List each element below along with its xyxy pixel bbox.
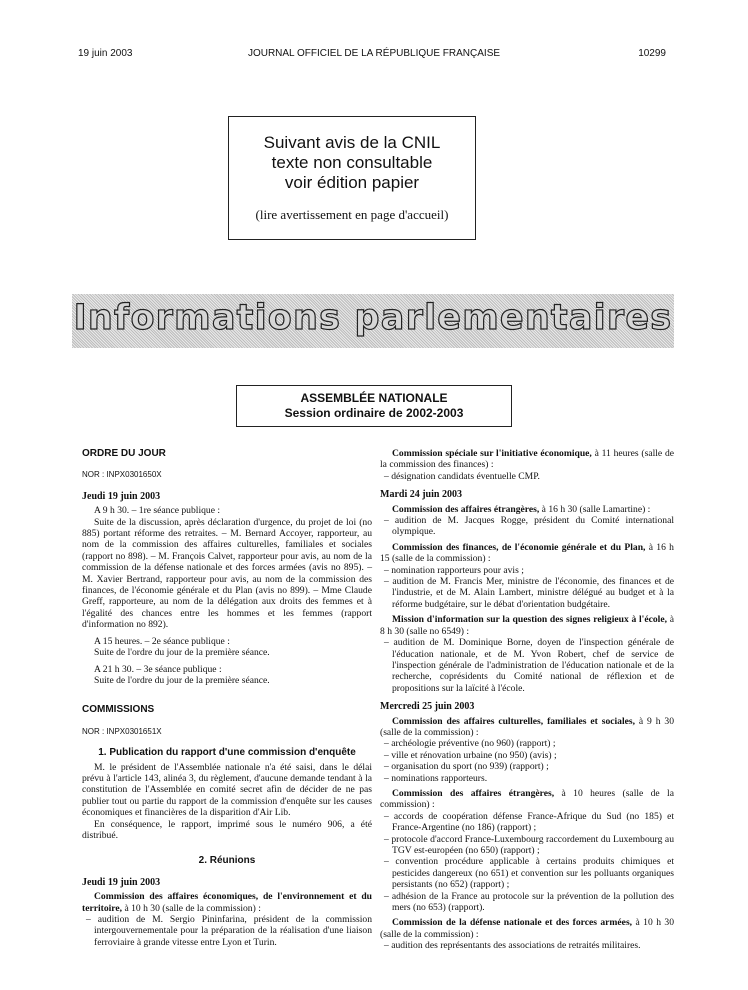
day-mercredi: Mercredi 25 juin 2003 bbox=[380, 701, 475, 713]
cnil-notice-box bbox=[228, 116, 476, 240]
mis-commission bbox=[380, 614, 674, 637]
etr2-commission-title: Commission des affaires étrangères, bbox=[392, 787, 555, 799]
etr2-item-2: – protocole d'accord France-Luxembourg raccordement du Luxembourg au TGV est-européen (no 650) (rapport) ; bbox=[384, 833, 674, 856]
cul-commission-title: Commission des affaires culturelles, familiales et sociales, bbox=[392, 715, 636, 727]
fin-commission bbox=[380, 542, 674, 565]
assembly-session: Session ordinaire de 2002-2003 bbox=[284, 406, 464, 420]
reunions-day: Jeudi 19 juin 2003 bbox=[82, 876, 161, 888]
section-banner bbox=[72, 294, 674, 348]
spe-item: – désignation candidats éventuelle CMP. bbox=[384, 470, 540, 482]
def-commission-title: Commission de la défense nationale et des forces armées, bbox=[392, 917, 633, 929]
cul-commission-time: à 9 h 30 (salle de la commission) : bbox=[380, 715, 674, 738]
spe-commission-time: à 11 heures (salle de la commission des finances) : bbox=[380, 448, 675, 471]
mis-item: – audition de M. Dominique Borne, doyen de l'inspection générale de l'éducation nationale, et de M. Yvon Robert, chef de service de l'inspection générale de l'administration de l'éducation nationale et de la recherche, coprésidents du Comité national de réflexion et de propositions sur la laïcité à l'école. bbox=[384, 637, 674, 694]
seance-1-text: Suite de la discussion, après déclaration d'urgence, du projet de loi (no 885) portant réforme des retraites. – M. Bernard Accoyer, rapporteur, au nom de la commission des affaires culturelles, familiales et sociales (rapport no 898). – M. François Calvet, rapporteur pour avis, au nom de la commission de la défense nationale et des forces armées (avis no 895). – M. Xavier Bertrand, rapporteur pour avis, au nom de la commission des finances, de l'économie générale et du Plan (avis no 899). – Mme Claude Greff, rapporteure, au nom de la délégation aux droits des femmes et à l'égalité des chances entre les hommes et les femmes (rapport d'information no 892). bbox=[82, 516, 372, 631]
fin-commission-time: à 16 h 15 (salle de la commission) : bbox=[380, 541, 674, 565]
ordre-nor: NOR : INPX0301650X bbox=[82, 470, 162, 480]
cnil-note: (lire avertissement en page d'accueil) bbox=[255, 207, 449, 222]
etr-commission-title: Commission des affaires étrangères, bbox=[392, 503, 540, 515]
reunions-heading: 2. Réunions bbox=[198, 855, 256, 867]
left-column bbox=[82, 448, 372, 948]
seance-3-time: A 21 h 30. – 3e séance publique : bbox=[94, 663, 222, 675]
etr2-item-3: – convention procédure applicable à certains produits chimiques et pesticides dangereux (no 651) et convention sur les polluants organiques persistants (no 652) (rapport) ; bbox=[384, 856, 674, 891]
assembly-title: ASSEMBLÉE NATIONALE bbox=[300, 391, 448, 405]
fin-item-2: – audition de M. Francis Mer, ministre de l'économie, des finances et de l'industrie, et de M. Alain Lambert, ministre délégué au budget et à la réforme budgétaire, sur le débat d'orientation budgétaire. bbox=[384, 576, 674, 610]
etr2-item-1: – accords de coopération défense France-Afrique du Sud (no 185) et France-Argentine (no 186) (rapport) ; bbox=[384, 810, 674, 834]
etr-commission-time: à 16 h 30 (salle Lamartine) : bbox=[539, 503, 651, 515]
eco-commission-time: à 10 h 30 (salle de la commission) : bbox=[122, 902, 261, 914]
def-item: – audition des représentants des associations de retraités militaires. bbox=[384, 940, 641, 952]
etr-item: – audition de M. Jacques Rogge, président du Comité international olympique. bbox=[384, 515, 674, 538]
seance-1-time: A 9 h 30. – 1re séance publique : bbox=[94, 505, 221, 517]
ordre-du-jour-heading: ORDRE DU JOUR bbox=[82, 448, 166, 459]
publication-paragraph-1: M. le président de l'Assemblée nationale n'a été saisi, dans le délai prévu à l'article 143, alinéa 3, du règlement, d'aucune demande tendant à la constitution de l'Assemblée en comité secret afin de décider de ne pas publier tout ou partie du rapport de la commission d'enquête sur les causes économiques et financières de la disparition d'Air Lib. bbox=[82, 761, 372, 819]
mis-commission-title: Mission d'information sur la question des signes religieux à l'école, bbox=[392, 614, 667, 626]
eco-item: – audition de M. Sergio Pininfarina, président de la commission intergouvernementale pour la préparation de la réalisation d'une liaison ferroviaire à grande vitesse entre Lyon et Turin. bbox=[86, 914, 372, 948]
eco-commission-title: Commission des affaires économiques, de l'environnement et du territoire, bbox=[82, 891, 372, 914]
mis-commission-time: à 8 h 30 (salle no 6549) : bbox=[380, 614, 674, 637]
right-column bbox=[380, 448, 674, 952]
cul-item-3: – organisation du sport (no 939) (rapport) ; bbox=[384, 761, 549, 773]
cnil-line-1: Suivant avis de la CNIL bbox=[263, 133, 441, 152]
commissions-heading: COMMISSIONS bbox=[82, 704, 155, 716]
header-page-number: 10299 bbox=[638, 48, 666, 59]
etr2-item-4: – adhésion de la France au protocole sur la prévention de la pollution des mers (no 653) (rapport). bbox=[384, 890, 674, 914]
assembly-box bbox=[236, 385, 512, 427]
seance-2-text: Suite de l'ordre du jour de la première séance. bbox=[94, 647, 270, 659]
seance-2-time: A 15 heures. – 2e séance publique : bbox=[94, 635, 230, 647]
publication-paragraph-2: En conséquence, le rapport, imprimé sous le numéro 906, a été distribué. bbox=[82, 818, 372, 841]
etr-commission bbox=[380, 504, 674, 515]
header-journal-title: JOURNAL OFFICIEL DE LA RÉPUBLIQUE FRANÇAISE bbox=[247, 48, 501, 59]
def-commission bbox=[380, 917, 674, 940]
seance-3-text: Suite de l'ordre du jour de la première séance. bbox=[94, 674, 270, 686]
spe-commission-title: Commission spéciale sur l'initiative économique, bbox=[392, 448, 592, 459]
cul-item-4: – nominations rapporteurs. bbox=[384, 772, 488, 784]
cul-item-2: – ville et rénovation urbaine (no 950) (avis) ; bbox=[384, 749, 557, 761]
cnil-line-2: texte non consultable bbox=[271, 153, 433, 172]
commissions-nor: NOR : INPX0301651X bbox=[82, 726, 162, 736]
banner-title: Informations parlementaires bbox=[73, 298, 673, 338]
publication-heading: 1. Publication du rapport d'une commission d'enquête bbox=[98, 747, 356, 759]
ordre-day: Jeudi 19 juin 2003 bbox=[82, 490, 161, 502]
cul-commission bbox=[380, 716, 674, 739]
fin-item-1: – nomination rapporteurs pour avis ; bbox=[384, 564, 524, 576]
eco-commission bbox=[82, 891, 372, 914]
day-mardi: Mardi 24 juin 2003 bbox=[380, 489, 462, 501]
etr2-commission bbox=[380, 788, 674, 811]
def-commission-time: à 10 h 30 (salle de la commission) : bbox=[380, 917, 674, 940]
etr2-commission-time: à 10 heures (salle de la commission) : bbox=[380, 787, 674, 811]
header-date: 19 juin 2003 bbox=[78, 48, 133, 59]
fin-commission-title: Commission des finances, de l'économie générale et du Plan, bbox=[392, 541, 646, 553]
cnil-line-3: voir édition papier bbox=[284, 173, 420, 192]
cul-item-1: – archéologie préventive (no 960) (rapport) ; bbox=[384, 738, 556, 750]
spe-commission bbox=[380, 448, 674, 471]
